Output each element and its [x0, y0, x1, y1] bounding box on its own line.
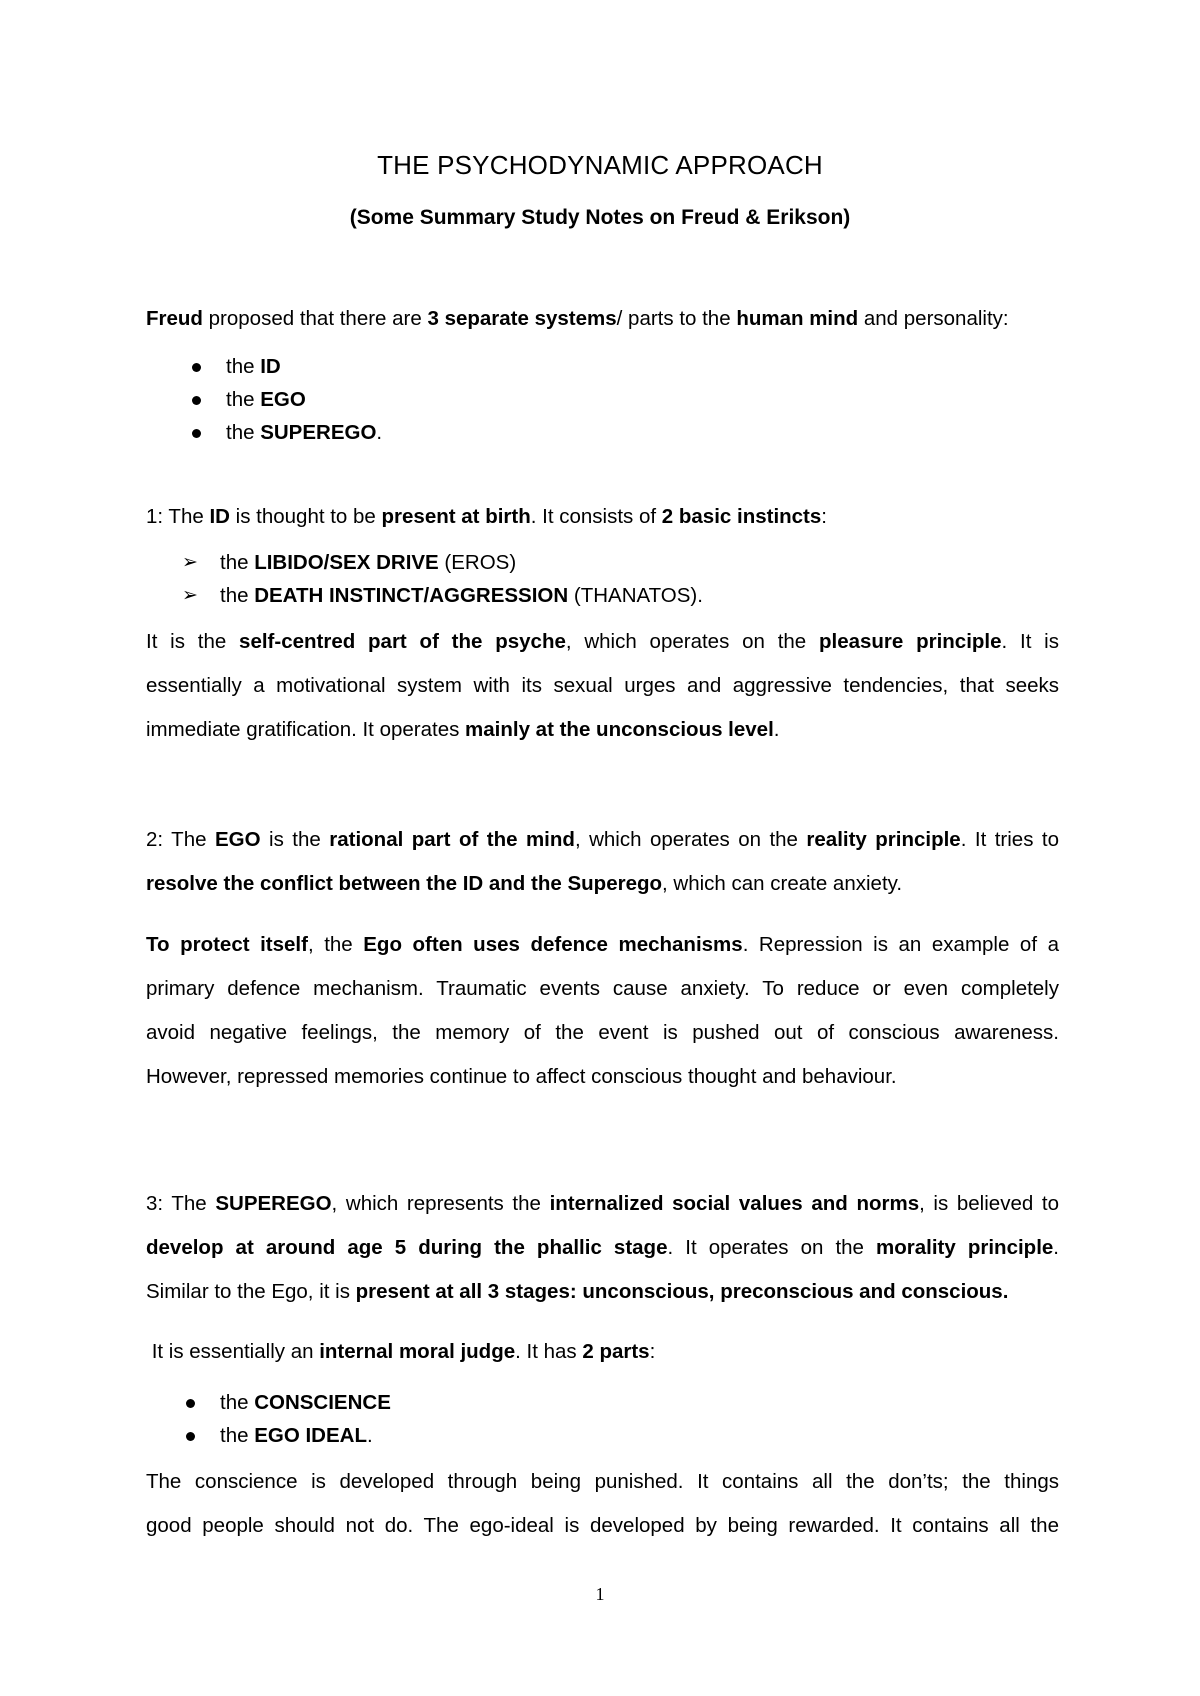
list-item: ➢ the DEATH INSTINCT/AGGRESSION (THANATOS).	[220, 579, 703, 612]
page-subtitle: (Some Summary Study Notes on Freud & Erikson)	[349, 206, 851, 229]
systems-list	[226, 350, 382, 449]
bullet-icon	[180, 1386, 200, 1419]
page-title: THE PSYCHODYNAMIC APPROACH	[377, 150, 823, 180]
intro-freud: Freud	[146, 307, 203, 330]
ego-paragraph	[146, 818, 1059, 906]
id-heading: 1: The ID is thought to be present at birth. It consists of 2 basic instincts:	[146, 505, 827, 528]
text-line: primary defence mechanism. Traumatic events cause anxiety. To reduce or even completely	[146, 977, 1059, 1000]
arrow-bullet-icon: ➢	[182, 552, 198, 573]
text-line: 2: The EGO is the rational part of the mind, which operates on the reality principle. It tries to	[146, 828, 1060, 851]
text-line: resolve the conflict between the ID and the Superego, which can create anxiety.	[146, 872, 903, 895]
superego-paragraph	[146, 1182, 1059, 1314]
defence-paragraph	[146, 923, 1059, 1099]
text-line: develop at around age 5 during the phallic stage. It operates on the morality principle.	[146, 1236, 1059, 1259]
bullet-icon	[186, 350, 206, 383]
bullet-icon	[180, 1419, 200, 1452]
parts-list	[220, 1386, 391, 1452]
text-line: Similar to the Ego, it is present at all 3 stages: unconscious, preconscious and conscious.	[146, 1280, 1009, 1303]
list-item: the EGO	[226, 383, 382, 416]
bullet-icon	[186, 416, 206, 449]
text-line: essentially a motivational system with its sexual urges and aggressive tendencies, that seeks	[146, 674, 1059, 697]
text-line: avoid negative feelings, the memory of the event is pushed out of conscious awareness.	[146, 1021, 1059, 1044]
intro-paragraph: Freud proposed that there are 3 separate systems/ parts to the human mind and personality:	[146, 307, 1009, 330]
text-line: immediate gratification. It operates mainly at the unconscious level.	[146, 718, 780, 741]
list-item: ➢ the LIBIDO/SEX DRIVE (EROS)	[220, 546, 703, 579]
page-number: 1	[595, 1584, 605, 1604]
text-line: To protect itself, the Ego often uses defence mechanisms. Repression is an example of a	[146, 933, 1059, 956]
text-line: However, repressed memories continue to affect conscious thought and behaviour.	[146, 1065, 897, 1088]
instincts-list	[182, 546, 703, 612]
id-paragraph	[146, 620, 1059, 752]
list-item: the SUPEREGO.	[226, 416, 382, 449]
list-item: the EGO IDEAL.	[220, 1419, 391, 1452]
text-line: good people should not do. The ego-ideal is developed by being rewarded. It contains all the	[146, 1514, 1059, 1537]
text-line: 3: The SUPEREGO, which represents the internalized social values and norms, is believed to	[146, 1192, 1059, 1215]
arrow-bullet-icon: ➢	[182, 585, 198, 606]
judge-line: It is essentially an internal moral judge. It has 2 parts:	[146, 1340, 656, 1363]
text-line: It is the self-centred part of the psyche, which operates on the pleasure principle. It is	[146, 630, 1059, 653]
list-item: the ID	[226, 350, 382, 383]
conscience-paragraph	[146, 1460, 1059, 1548]
list-item: the CONSCIENCE	[220, 1386, 391, 1419]
text-line: The conscience is developed through being punished. It contains all the don’ts; the things	[146, 1470, 1059, 1493]
bullet-icon	[186, 383, 206, 416]
